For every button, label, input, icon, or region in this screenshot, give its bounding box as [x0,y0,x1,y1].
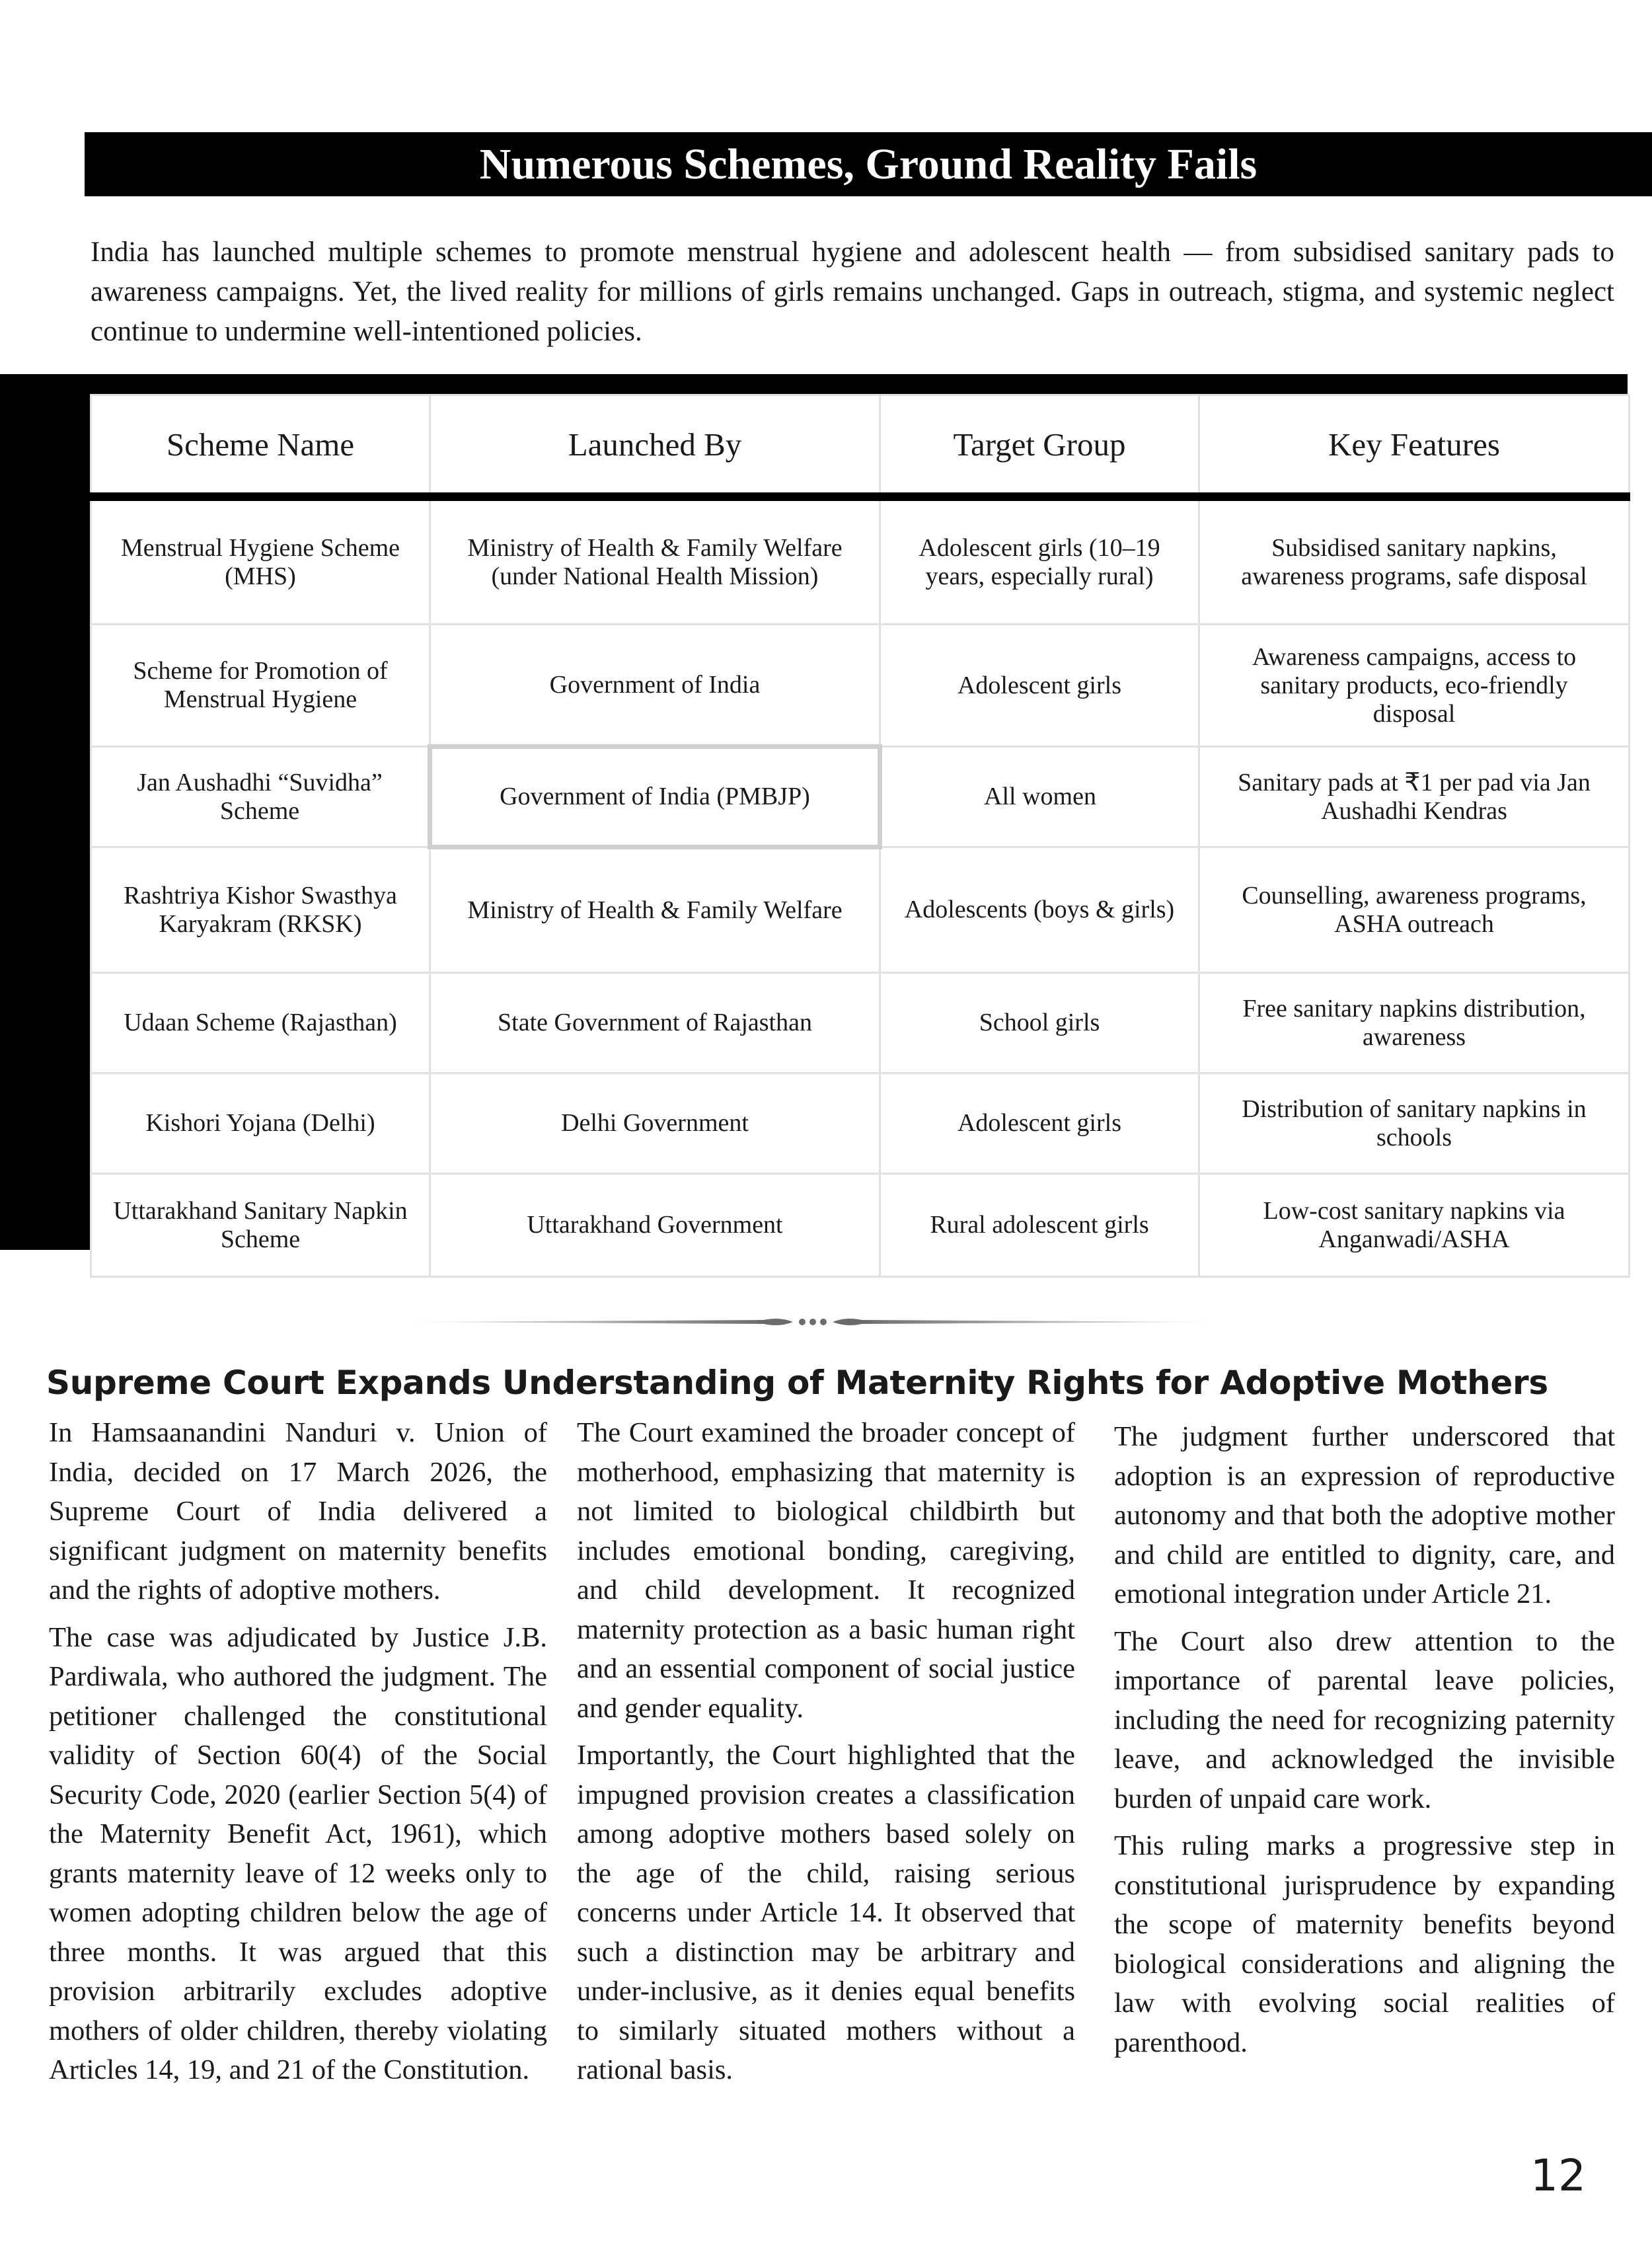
cell-launched-by: Ministry of Health & Family Welfare [430,847,880,973]
cell-scheme-name: Uttarakhand Sanitary Napkin Scheme [91,1174,430,1277]
cell-launched-by: State Government of Rajasthan [430,973,880,1073]
table-row [91,1073,1630,1174]
table-row [91,973,1630,1073]
page-number: 12 [1530,2150,1586,2201]
cell-launched-by: Uttarakhand Government [430,1174,880,1277]
table-row [91,747,1630,847]
cell-target-group: School girls [880,973,1199,1073]
cell-target-group: Adolescents (boys & girls) [880,847,1199,973]
cell-scheme-name: Scheme for Promotion of Menstrual Hygiene [91,625,430,747]
cell-key-features: Awareness campaigns, access to sanitary products, eco-friendly disposal [1199,625,1630,747]
cell-key-features: Subsidised sanitary napkins, awareness programs, safe disposal [1199,497,1630,625]
schemes-table [90,394,1628,1275]
header-launched-by: Launched By [430,395,880,497]
table-row [91,625,1630,747]
cell-target-group: All women [880,747,1199,847]
article-paragraph: The Court also drew attention to the importance of parental leave policies, including the need for recognizing paternity leave, and acknowledged the invisible burden of unpaid care work. [1114,1625,1615,1814]
cell-launched-by: Delhi Government [430,1073,880,1174]
cell-launched-by: Government of India (PMBJP) [430,747,880,847]
cell-key-features: Distribution of sanitary napkins in schools [1199,1073,1630,1174]
table-top-bar [0,374,1628,394]
cell-scheme-name: Kishori Yojana (Delhi) [91,1073,430,1174]
ornamental-divider [396,1314,1229,1330]
cell-scheme-name: Rashtriya Kishor Swasthya Karyakram (RKSK) [91,847,430,973]
article-column-3 [1114,1417,1615,2070]
table-row [91,1174,1630,1277]
cell-target-group: Adolescent girls [880,625,1199,747]
cell-key-features: Low-cost sanitary napkins via Anganwadi/ASHA [1199,1174,1630,1277]
cell-scheme-name: Jan Aushadhi “Suvidha” Scheme [91,747,430,847]
article-paragraph: The judgment further underscored that adoption is an expression of reproductive autonomy and that both the adoptive mother and child are entitled to dignity, care, and emotional integration under Article 21. [1114,1421,1615,1609]
header-key-features: Key Features [1199,395,1630,497]
cell-key-features: Sanitary pads at ₹1 per pad via Jan Aushadhi Kendras [1199,747,1630,847]
table-header-row [91,395,1630,497]
header-target-group: Target Group [880,395,1199,497]
article-paragraph: Importantly, the Court highlighted that the impugned provision creates a classification among adoptive mothers based solely on the age of the child, raising serious concerns under Article 14. It observed that such a distinction may be arbitrary and under-inclusive, as it denies equal benefits to similarly situated mothers without a rational basis. [577,1740,1075,2085]
table-left-bar [0,374,91,1250]
cell-launched-by: Ministry of Health & Family Welfare (under National Health Mission) [430,497,880,625]
article-paragraph: This ruling marks a progressive step in constitutional jurisprudence by expanding the scope of maternity benefits beyond biological considerations and aligning the law with evolving social realities of parenthood. [1114,1830,1615,2058]
cell-launched-by: Government of India [430,625,880,747]
table-row [91,847,1630,973]
cell-key-features: Counselling, awareness programs, ASHA outreach [1199,847,1630,973]
article-heading: Supreme Court Expands Understanding of Maternity Rights for Adoptive Mothers [46,1364,1548,1402]
article-paragraph: The case was adjudicated by Justice J.B. Pardiwala, who authored the judgment. The petitioner challenged the constitutional validity of Section 60(4) of the Social Security Code, 2020 (earlier Section 5(4) of the Maternity Benefit Act, 1961), which grants maternity leave of 12 weeks only to women adopting children below the age of three months. It was argued that this provision arbitrarily excludes adoptive mothers of older children, thereby violating Articles 14, 19, and 21 of the Constitution. [49,1621,547,2085]
cell-scheme-name: Udaan Scheme (Rajasthan) [91,973,430,1073]
cell-target-group: Adolescent girls (10–19 years, especially rural) [880,497,1199,625]
section-banner [85,132,1652,196]
cell-key-features: Free sanitary napkins distribution, awareness [1199,973,1630,1073]
cell-scheme-name: Menstrual Hygiene Scheme (MHS) [91,497,430,625]
header-scheme-name: Scheme Name [91,395,430,497]
article-column-2 [577,1413,1075,2098]
banner-title: Numerous Schemes, Ground Reality Fails [479,140,1258,188]
cell-target-group: Adolescent girls [880,1073,1199,1174]
article-column-1 [49,1413,547,2098]
table-row [91,497,1630,625]
article-paragraph: In Hamsaanandini Nanduri v. Union of India, decided on 17 March 2026, the Supreme Court of India delivered a significant judgment on maternity benefits and the rights of adoptive mothers. [49,1417,547,1605]
intro-paragraph: India has launched multiple schemes to promote menstrual hygiene and adolescent health — from subsidised sanitary pads to awareness campaigns. Yet, the lived reality for millions of girls remains unchanged. Gaps in outreach, stigma, and systemic neglect continue to undermine well-intentioned policies. [91,237,1614,347]
cell-target-group: Rural adolescent girls [880,1174,1199,1277]
article-paragraph: The Court examined the broader concept of motherhood, emphasizing that maternity is not limited to biological childbirth but includes emotional bonding, caregiving, and child development. It recognized maternity protection as a basic human right and an essential component of social justice and gender equality. [577,1417,1075,1724]
